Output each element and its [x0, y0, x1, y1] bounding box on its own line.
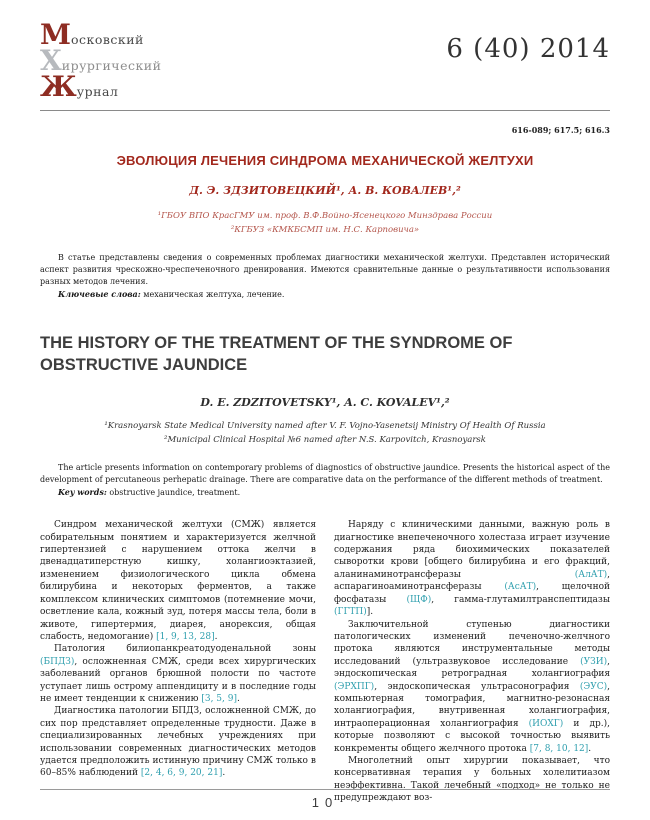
keywords-en-text: obstructive jaundice, treatment. — [106, 488, 241, 498]
reference-highlight: (ЭУС) — [579, 681, 608, 692]
reference-highlight: (БПДЗ) — [40, 656, 75, 667]
logo-line-zhurnal — [40, 70, 161, 103]
text-segment: Патология билиопанкреатодуоденальной зоны — [54, 644, 316, 655]
reference-highlight: (УЗИ) — [580, 656, 608, 667]
text-segment: , эндоскопическая ретроградная холангиография — [334, 656, 610, 680]
abstract-en — [40, 462, 610, 499]
text-segment: , гамма-глутамилтранспептидазы — [431, 594, 610, 605]
keywords-ru-label: Ключевые слова: — [58, 289, 141, 300]
text-segment: , компьютерная томография, магнитно-резонасная холангиография, внутривенная холангиография, интраоперационная холангиография — [334, 681, 610, 729]
text-segment: . — [222, 768, 226, 779]
text-segment: . — [588, 743, 592, 754]
affiliation-ru-1: ¹ГБОУ ВПО КрасГМУ им. проф. В.Ф.Войно-Ясенецкого Минздрава России — [157, 211, 493, 221]
page-footer — [40, 789, 610, 810]
body-paragraph — [40, 643, 316, 705]
authors-en: D. E. ZDZITOVETSKY¹, A. C. KOVALEV¹,² — [200, 396, 450, 410]
keywords-ru-text: механическая желтуха, лечение. — [140, 290, 285, 300]
reference-highlight: (ЩФ) — [406, 594, 432, 605]
reference-highlight: (ГГТП) — [334, 607, 367, 618]
article-title-en: THE HISTORY OF THE TREATMENT OF THE SYNDROME OF OBSTRUCTIVE JAUNDICE — [40, 334, 513, 374]
reference-highlight: (ИОХГ) — [528, 718, 564, 729]
reference-highlight: (АлАТ) — [574, 569, 608, 580]
udc-code: 616-089; 617.5; 616.3 — [511, 125, 610, 135]
affiliations-ru — [40, 210, 610, 237]
text-segment: ]. — [366, 607, 374, 618]
keywords-en — [40, 486, 610, 499]
logo-word-3: урнал — [76, 84, 119, 99]
text-segment: , аспарагиноаминотрансферазы — [334, 569, 610, 593]
text-segment: Синдром механической желтухи (СМЖ) является собирательным понятием и характеризуется желчной гипертензией с нарушением оттока желчи в двенадцатиперстную кишку, холангиоэктазией, изменением физиологического цикла обмена билирубина и некоторых ферментов, а также комплексом клинических симптомов (потемнение мочи, осветление кала, кожный зуд, потеря массы тела, боли в животе, гипертермия, диарея, анорексия, общая слабость, недомогание) — [40, 520, 316, 642]
body-column-left — [40, 519, 316, 804]
body-paragraph — [40, 519, 316, 643]
text-segment: Наряду с клиническими данными, важную роль в диагностике внепеченочного холестаза играет изучение содержания ряда биохимических показателей сыворотки крови [общего билирубина и его фракций, аланинаминотрансферазы — [334, 520, 610, 580]
logo-initial-m: М — [40, 18, 71, 51]
authors-ru: Д. Э. ЗДЗИТОВЕЦКИЙ¹, А. В. КОВАЛЕВ¹,² — [189, 184, 461, 197]
affiliations-en — [40, 420, 610, 447]
logo-initial-zh: Ж — [40, 70, 77, 103]
reference-highlight: [2, 4, 6, 9, 20, 21] — [140, 768, 223, 779]
abstract-en-text: The article presents information on contemporary problems of diagnostics of obstructive jaundice. Presents the historical aspect of the development of percutaneous perhepatic drainage. There are comparative data on the performance of the different methods of treatment. — [40, 463, 610, 485]
body-column-right — [334, 519, 610, 804]
affiliation-ru-2: ²КГБУЗ «КМКБСМП им. Н.С. Карповича» — [230, 224, 420, 235]
text-segment: . — [214, 631, 218, 642]
abstract-ru-text: В статье представлены сведения о современных проблемах диагностики механической желтухи. Представлен исторический аспект развития чрескожно-чреспеченочного дренирования. Имеются сравнительные данные о результативности использования разных методов лечения. — [40, 253, 610, 287]
issue-number: 6 (40) 2014 — [446, 34, 610, 64]
article-title-ru: ЭВОЛЮЦИЯ ЛЕЧЕНИЯ СИНДРОМА МЕХАНИЧЕСКОЙ ЖЕЛТУХИ — [116, 153, 534, 168]
text-segment: . — [236, 693, 240, 704]
text-segment: Заключительной ступенью диагностики патологических изменений печеночно-желчного протока являются инструментальные методы исследований (ультразвуковое исследование — [334, 619, 610, 667]
keywords-en-label: Key words: — [58, 487, 107, 498]
keywords-ru — [40, 288, 610, 301]
body-paragraph — [334, 619, 610, 755]
text-segment: Диагностика патологии БПДЗ, осложненной СМЖ, до сих пор представляет определенные трудности. Даже в специализированных лечебных учреждениях при использовании современных диагностических методов удается предположить истинную причину СМЖ только в 60–85% наблюдений — [40, 706, 316, 779]
body-paragraph — [334, 519, 610, 618]
reference-highlight: (АсАТ) — [504, 582, 537, 593]
text-segment: Многолетний опыт хирургии показывает, что консервативная терапия у больных холелитиазом неэффективна. Такой лечебный «подход» не только не предупреждают воз- — [334, 755, 610, 804]
logo-initial-kh: Х — [40, 44, 62, 77]
page-number: 10 — [311, 795, 339, 810]
reference-highlight: (ЭРХПГ) — [334, 681, 375, 692]
reference-highlight: [3, 5, 9] — [201, 693, 237, 704]
affiliation-en-2: ²Municipal Clinical Hospital №6 named after N.S. Karpovitch, Krasnoyarsk — [164, 434, 486, 445]
text-segment: , осложненная СМЖ, среди всех хирургических заболеваний органов брюшной полости по частоте уступает лишь острому аппендициту и в последние годы не имеет тенденции к снижению — [40, 656, 316, 704]
abstract-ru — [40, 252, 610, 301]
body-paragraph — [40, 705, 316, 779]
reference-highlight: [7, 8, 10, 12] — [529, 743, 589, 754]
article-body — [40, 519, 610, 804]
masthead — [40, 18, 610, 111]
affiliation-en-1: ¹Krasnoyarsk State Medical University named after V. F. Vojno-Yasenetsij Ministry Of Health Of Russia — [104, 421, 546, 432]
logo-word-1: осковский — [71, 32, 144, 47]
text-segment: , эндоскопическая ультрасонография — [374, 681, 580, 692]
text-segment: и др.), которые позволяют с высокой точностью выявить конкременты общего желчного протока — [334, 718, 610, 754]
text-segment: , щелочной фосфатазы — [334, 582, 611, 605]
logo-word-2: ирургический — [61, 58, 162, 73]
footer-rule — [40, 789, 610, 790]
journal-logo — [40, 18, 162, 103]
reference-highlight: [1, 9, 13, 28] — [156, 631, 215, 642]
